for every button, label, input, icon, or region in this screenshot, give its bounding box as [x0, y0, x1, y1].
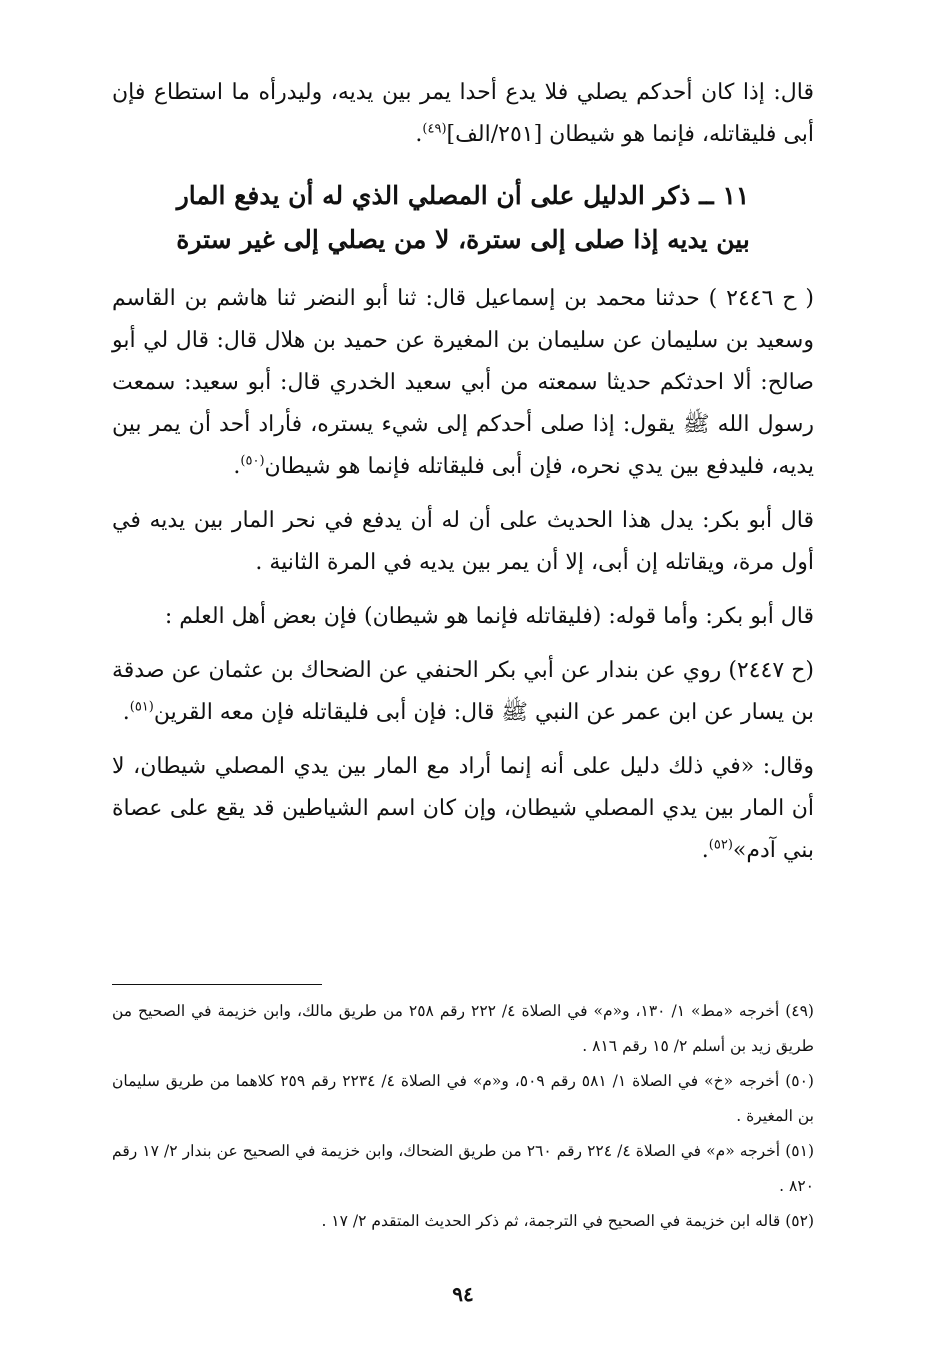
abu-bakr-comment-2: قال أبو بكر: وأما قوله: (فليقاتله فإنما هو شيطان) فإن بعض أهل العلم : [164, 604, 814, 629]
footnote-49: (٤٩) أخرجه «مط» ١/ ١٣٠، و«م» في الصلاة ٤/ ٢٢٢ رقم ٢٥٨ من طريق مالك، وابن خزيمة في الصحيح من طريق زيد بن أسلم ٢/ ١٥ رقم ٨١٦ . [112, 1002, 814, 1055]
footnote-52: (٥٢) قاله ابن خزيمة في الصحيح في الترجمة، ثم ذكر الحديث المتقدم ٢/ ١٧ . [321, 1212, 814, 1230]
footnotes [112, 994, 814, 1239]
section-heading: ١١ ــ ذكر الدليل على أن المصلي الذي له أن يدفع المار بين يديه إذا صلى إلى سترة، لا من يصلي إلى غير سترة [176, 181, 750, 254]
intro-paragraph: قال: إذا كان أحدكم يصلي فلا يدع أحدا يمر بين يديه، وليدرأه ما استطاع فإن أبى فليقاتله، فإنما هو شيطان [٢٥١/الف]$^{(٤٩)}$. [112, 80, 814, 147]
footnote-50: (٥٠) أخرجه «خ» في الصلاة ١/ ٥٨١ رقم ٥٠٩، و«م» في الصلاة ٤/ ٢٢٣٤ رقم ٢٥٩ كلاهما من طريق سليمان بن المغيرة . [112, 1072, 814, 1125]
document-page [112, 72, 814, 1332]
footnote-ref-50[interactable]: (٥٠) [240, 453, 265, 469]
hadith-2447: (ح ٢٤٤٧) روي عن بندار عن أبي بكر الحنفي عن الضحاك بن عثمان عن صدقة بن يسار عن ابن عمر عن النبي ﷺ قال: فإن أبى فليقاتله فإن معه القرين$^{(٥١)}$. [112, 658, 814, 725]
footnote-ref-52[interactable]: (٥٢) [708, 837, 733, 853]
footnote-ref-51[interactable]: (٥١) [129, 699, 154, 715]
hadith-2446: ( ح ٢٤٤٦ ) حدثنا محمد بن إسماعيل قال: ثنا أبو النضر ثنا هاشم بن القاسم وسعيد بن سليمان عن سليمان بن المغيرة عن حميد بن هلال قال: قال لي أبو صالح: ألا احدثكم حديثا سمعته من أبي سعيد الخدري قال: أبو سعيد: سمعت رسول الله ﷺ يقول: إذا صلى أحدكم إلى شيء يستره، فأراد أحد أن يمر بين يديه، فليدفع بين يدي نحره، فإن أبى فليقاتله فإنما هو شيطان$^{(٥٠)}$. [112, 286, 814, 479]
qala-paragraph: وقال: «في ذلك دليل على أنه إنما أراد مع المار بين يدي المصلي شيطان، لا أن المار بين يدي المصلي شيطان، وإن كان اسم الشياطين قد يقع على عصاة بني آدم»$^{(٥٢)}$. [112, 754, 814, 863]
footnote-51: (٥١) أخرجه «م» في الصلاة ٤/ ٢٢٤ رقم ٢٦٠ من طريق الضحاك، وابن خزيمة في الصحيح عن بندار ٢/ ١٧ رقم ٨٢٠ . [112, 1142, 814, 1195]
page-number: ٩٤ [452, 1282, 474, 1306]
footnote-separator [112, 984, 322, 985]
footnote-ref-49[interactable]: (٤٩) [422, 121, 447, 137]
abu-bakr-comment-1: قال أبو بكر: يدل هذا الحديث على أن له أن يدفع في نحر المار بين يديه في أول مرة، ويقاتله إن أبى، إلا أن يمر بين يديه في المرة الثانية . [112, 508, 814, 575]
